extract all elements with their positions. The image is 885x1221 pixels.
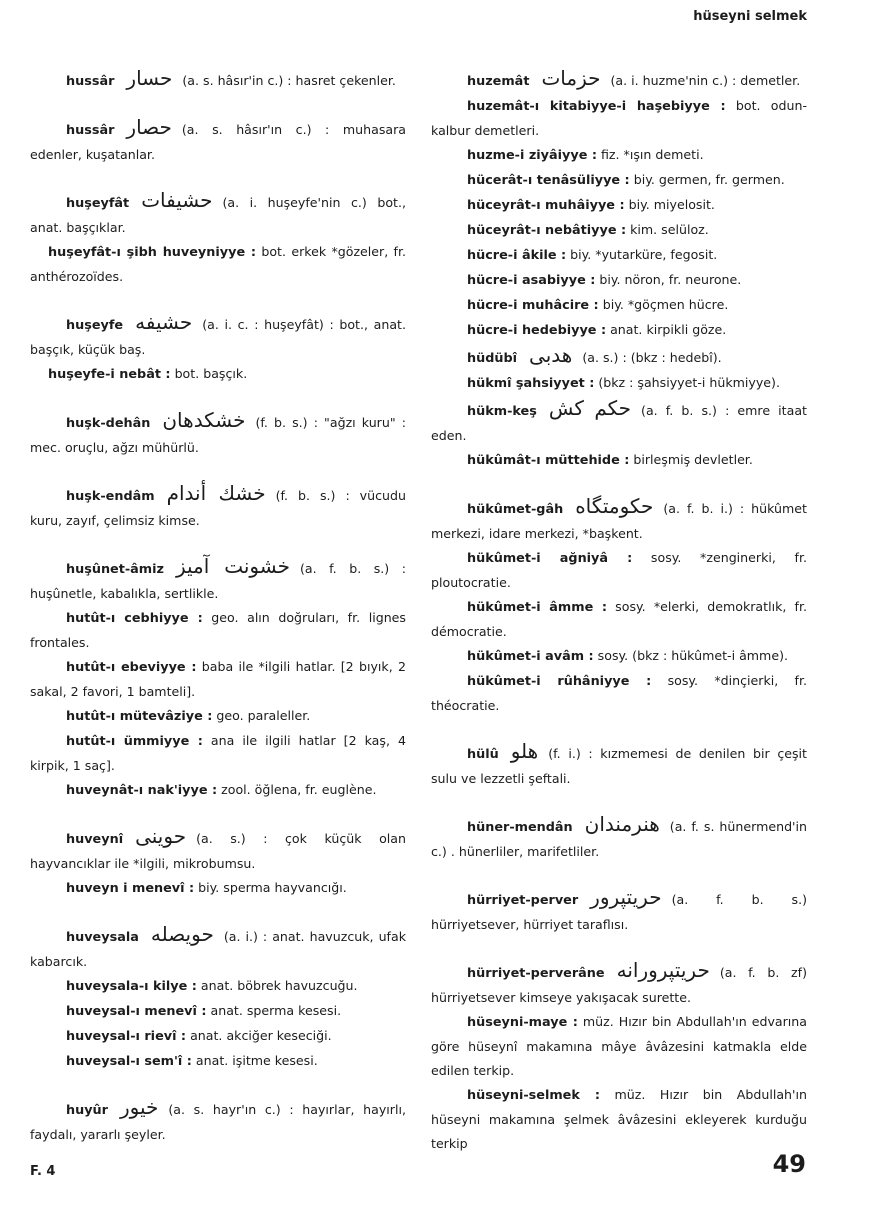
dictionary-entry (30, 655, 406, 704)
definition: (a. s. hayr'ın c.) : hayırlar, hayırlı, faydalı, yararlı şeyler. (30, 1102, 406, 1142)
dictionary-entry (431, 494, 807, 546)
definition: bot. odun-kalbur demetleri. (431, 98, 807, 138)
dictionary-entry (431, 143, 807, 168)
definition: birleşmiş devletler. (633, 452, 753, 467)
arabic-script: هدبى (529, 343, 573, 367)
dictionary-entry (30, 974, 406, 999)
arabic-script: حزمات (541, 66, 601, 90)
definition: (a. i.) : anat. havuzcuk, ufak kabarcık. (30, 929, 406, 969)
dictionary-entry (431, 193, 807, 218)
headword: huveynât-ı nak'iyye : (66, 783, 218, 798)
headword: hücre-i hedebiyye : (467, 323, 607, 338)
dictionary-entry (431, 885, 807, 937)
definition: (a. i. c. : huşeyfât) : bot., anat. başçık, küçük baş. (30, 317, 406, 357)
definition: (a. f. b. zf) hürriyetsever kimseye yakışacak surette. (431, 965, 807, 1005)
definition: (a. f. b. s.) hürriyetsever, hürriyet taraflısı. (431, 892, 807, 932)
definition: anat. böbrek havuzcuğu. (200, 978, 358, 993)
dictionary-entry (30, 240, 406, 289)
headword: huveysala (66, 930, 139, 945)
dictionary-entry (30, 778, 406, 803)
dictionary-entry (431, 318, 807, 343)
arabic-script: هنرمندان (584, 812, 660, 836)
headword: hükûmet-i rûhâniyye : (467, 674, 652, 689)
definition: (f. i.) : kızmemesi de denilen bir çeşit sulu ve lezzetli şeftali. (431, 746, 807, 786)
dictionary-entry (431, 293, 807, 318)
headword: hükûmet-i ağniyâ : (467, 551, 633, 566)
arabic-script: حشيفات (141, 188, 213, 212)
definition: (a. f. s. hünermend'in c.) . hünerliler, marifetliler. (431, 819, 807, 859)
definition: sosy. *zenginerki, fr. ploutocratie. (431, 550, 807, 590)
dictionary-entry (30, 1024, 406, 1049)
definition: (f. b. s.) : vücudu kuru, zayıf, çelimsiz kimse. (30, 488, 406, 528)
dictionary-entry (431, 371, 807, 396)
dictionary-entry (30, 876, 406, 901)
dictionary-entry (30, 481, 406, 533)
definition: sosy. *elerki, demokratlık, fr. démocratie. (431, 599, 807, 639)
dictionary-entry (431, 268, 807, 293)
definition: (a. s.) : çok küçük olan hayvancıklar ile *ilgili, mikrobumsu. (30, 831, 406, 871)
dictionary-entry (30, 1095, 406, 1147)
dictionary-entry (431, 739, 807, 791)
definition: ana ile ilgili hatlar [2 kaş, 4 kirpik, 1 saç]. (30, 733, 406, 773)
headword: huveyn i menevî : (66, 881, 195, 896)
headword: huveynî (66, 832, 124, 847)
dictionary-entry (30, 188, 406, 240)
headword: hüdübî (467, 351, 518, 366)
dictionary-entry (431, 812, 807, 864)
headword: huzemât (467, 74, 530, 89)
dictionary-entry (431, 595, 807, 644)
definition: biy. *göçmen hücre. (602, 297, 729, 312)
running-head: hüseyni selmek (693, 9, 807, 24)
headword: hücre-i muhâcire : (467, 298, 599, 313)
definition: (a. s.) : (bkz : hedebî). (582, 350, 722, 365)
arabic-script: خشكدهان (162, 408, 246, 432)
headword: huşk-endâm (66, 489, 155, 504)
arabic-script: حويصله (150, 922, 214, 946)
headword: hükûmet-gâh (467, 502, 564, 517)
dictionary-entry (431, 94, 807, 143)
dictionary-entry (30, 1049, 406, 1074)
definition: anat. akciğer keseciği. (190, 1028, 332, 1043)
definition: biy. sperma hayvancığı. (198, 880, 347, 895)
headword: hutût-ı mütevâziye : (66, 709, 213, 724)
arabic-script: حريتپرور (590, 885, 662, 909)
definition: (a. s. hâsır'ın c.) : muhasara edenler, kuşatanlar. (30, 122, 406, 162)
arabic-script: حوينى (135, 824, 187, 848)
dictionary-entry (30, 922, 406, 974)
arabic-script: حكومتگاه (575, 494, 654, 518)
definition: müz. Hızır bin Abdullah'ın edvarına göre hüseynî makamına mâye âvâzesini katmakla elde edilen terkip. (431, 1014, 807, 1078)
right-column (431, 66, 807, 1156)
dictionary-entry (30, 115, 406, 167)
headword: hüner-mendân (467, 820, 573, 835)
dictionary-entry (30, 704, 406, 729)
definition: müz. Hızır bin Abdullah'ın hüseyni makamına şelmek âvâzesini ekleyerek kurduğu terkip (431, 1087, 807, 1151)
arabic-script: حكم كش (548, 396, 632, 420)
dictionary-entry (30, 824, 406, 876)
definition: (a. i. huzme'nin c.) : demetler. (610, 73, 801, 88)
definition: geo. paraleller. (216, 708, 311, 723)
headword: hükûmet-i âmme : (467, 600, 607, 615)
headword: hürriyet-perverâne (467, 966, 605, 981)
headword: hüseyni-selmek : (467, 1088, 600, 1103)
dictionary-entry (30, 606, 406, 655)
dictionary-entry (431, 448, 807, 473)
definition: (a. f. b. i.) : hükûmet merkezi, idare merkezi, *başkent. (431, 501, 807, 541)
headword: huşeyfe-i nebât : (48, 367, 171, 382)
headword: hüceyrât-ı muhâiyye : (467, 198, 625, 213)
headword: hükmî şahsiyyet : (467, 376, 595, 391)
headword: hutût-ı ümmiyye : (66, 734, 203, 749)
headword: huşk-dehân (66, 416, 151, 431)
headword: huşeyfe (66, 318, 124, 333)
headword: huveysal-ı sem'î : (66, 1054, 192, 1069)
headword: hükûmât-ı müttehide : (467, 453, 630, 468)
dictionary-entry (30, 310, 406, 362)
headword: huzme-i ziyâiyye : (467, 148, 597, 163)
headword: huveysala-ı kilye : (66, 979, 197, 994)
headword: huveysal-ı rievî : (66, 1029, 187, 1044)
definition: (a. i. huşeyfe'nin c.) bot., anat. başçıklar. (30, 195, 406, 235)
arabic-script: حصار (126, 115, 172, 139)
arabic-script: حشيفه (135, 310, 193, 334)
headword: hutût-ı cebhiyye : (66, 611, 203, 626)
definition: (bkz : şahsiyyet-i hükmiyye). (598, 375, 780, 390)
dictionary-entry (30, 408, 406, 460)
dictionary-entry (431, 66, 807, 94)
definition: zool. öğlena, fr. euglène. (221, 782, 377, 797)
arabic-script: حسار (126, 66, 173, 90)
headword: hutût-ı ebeviyye : (66, 660, 197, 675)
definition: (f. b. s.) : "ağzı kuru" : mec. oruçlu, ağzı mühürlü. (30, 415, 406, 455)
headword: hüceyrât-ı nebâtiyye : (467, 223, 627, 238)
headword: hürriyet-perver (467, 893, 579, 908)
dictionary-entry (30, 362, 406, 387)
definition: anat. kirpikli göze. (610, 322, 727, 337)
headword: huveysal-ı menevî : (66, 1004, 207, 1019)
definition: kim. selüloz. (630, 222, 709, 237)
definition: biy. miyelosit. (628, 197, 715, 212)
dictionary-entry (431, 168, 807, 193)
dictionary-entry (431, 343, 807, 371)
dictionary-entry (30, 729, 406, 778)
headword: hussâr (66, 74, 115, 89)
arabic-script: خشك أندام (166, 481, 266, 505)
headword: huşeyfât (66, 196, 130, 211)
headword: hussâr (66, 123, 115, 138)
headword: huşeyfât-ı şibh huveyniyye : (48, 245, 257, 260)
definition: biy. nöron, fr. neurone. (599, 272, 742, 287)
definition: sosy. (bkz : hükûmet-i âmme). (597, 648, 788, 663)
headword: hülû (467, 747, 499, 762)
left-column (30, 66, 406, 1147)
definition: fiz. *ışın demeti. (600, 147, 704, 162)
dictionary-entry (431, 1010, 807, 1083)
dictionary-entry (30, 66, 406, 94)
dictionary-entry (431, 669, 807, 718)
definition: biy. *yutarküre, fegosit. (570, 247, 718, 262)
dictionary-entry (431, 644, 807, 669)
arabic-script: خيور (119, 1095, 159, 1119)
definition: biy. germen, fr. germen. (633, 172, 785, 187)
definition: (a. f. b. s.) : huşûnetle, kabalıkla, sertlikle. (30, 561, 406, 601)
definition: (a. s. hâsır'in c.) : hasret çekenler. (182, 73, 396, 88)
dictionary-entry (431, 1083, 807, 1156)
definition: geo. alın doğruları, fr. lignes frontales. (30, 610, 406, 650)
definition: anat. işitme kesesi. (195, 1053, 318, 1068)
definition: sosy. *dinçierki, fr. théocratie. (431, 673, 807, 713)
headword: huşûnet-âmiz (66, 562, 164, 577)
dictionary-entry (431, 218, 807, 243)
arabic-script: خشونت آميز (175, 554, 290, 578)
headword: hüseyni-maye : (467, 1015, 578, 1030)
definition: bot. başçık. (174, 366, 248, 381)
headword: huyûr (66, 1103, 108, 1118)
headword: hükûmet-i avâm : (467, 649, 594, 664)
definition: baba ile *ilgili hatlar. [2 bıyık, 2 sakal, 2 favori, 1 bamteli]. (30, 659, 406, 699)
definition: anat. sperma kesesi. (210, 1003, 342, 1018)
dictionary-entry (30, 999, 406, 1024)
dictionary-entry (431, 546, 807, 595)
headword: hücre-i âkile : (467, 248, 567, 263)
headword: hücre-i asabiyye : (467, 273, 596, 288)
arabic-script: حريتپرورانه (616, 958, 710, 982)
definition: (a. f. b. s.) : emre itaat eden. (431, 403, 807, 443)
headword: huzemât-ı kitabiyye-i haşebiyye : (467, 99, 726, 114)
dictionary-entry (431, 396, 807, 448)
dictionary-entry (431, 958, 807, 1010)
headword: hükm-keş (467, 404, 537, 419)
definition: bot. erkek *gözeler, fr. anthérozoïdes. (30, 244, 407, 284)
printer-signature: F. 4 (30, 1164, 56, 1179)
dictionary-entry (431, 243, 807, 268)
arabic-script: هلو (510, 739, 539, 763)
headword: hücerât-ı tenâsüliyye : (467, 173, 630, 188)
page-number: 49 (772, 1150, 806, 1178)
dictionary-entry (30, 554, 406, 606)
